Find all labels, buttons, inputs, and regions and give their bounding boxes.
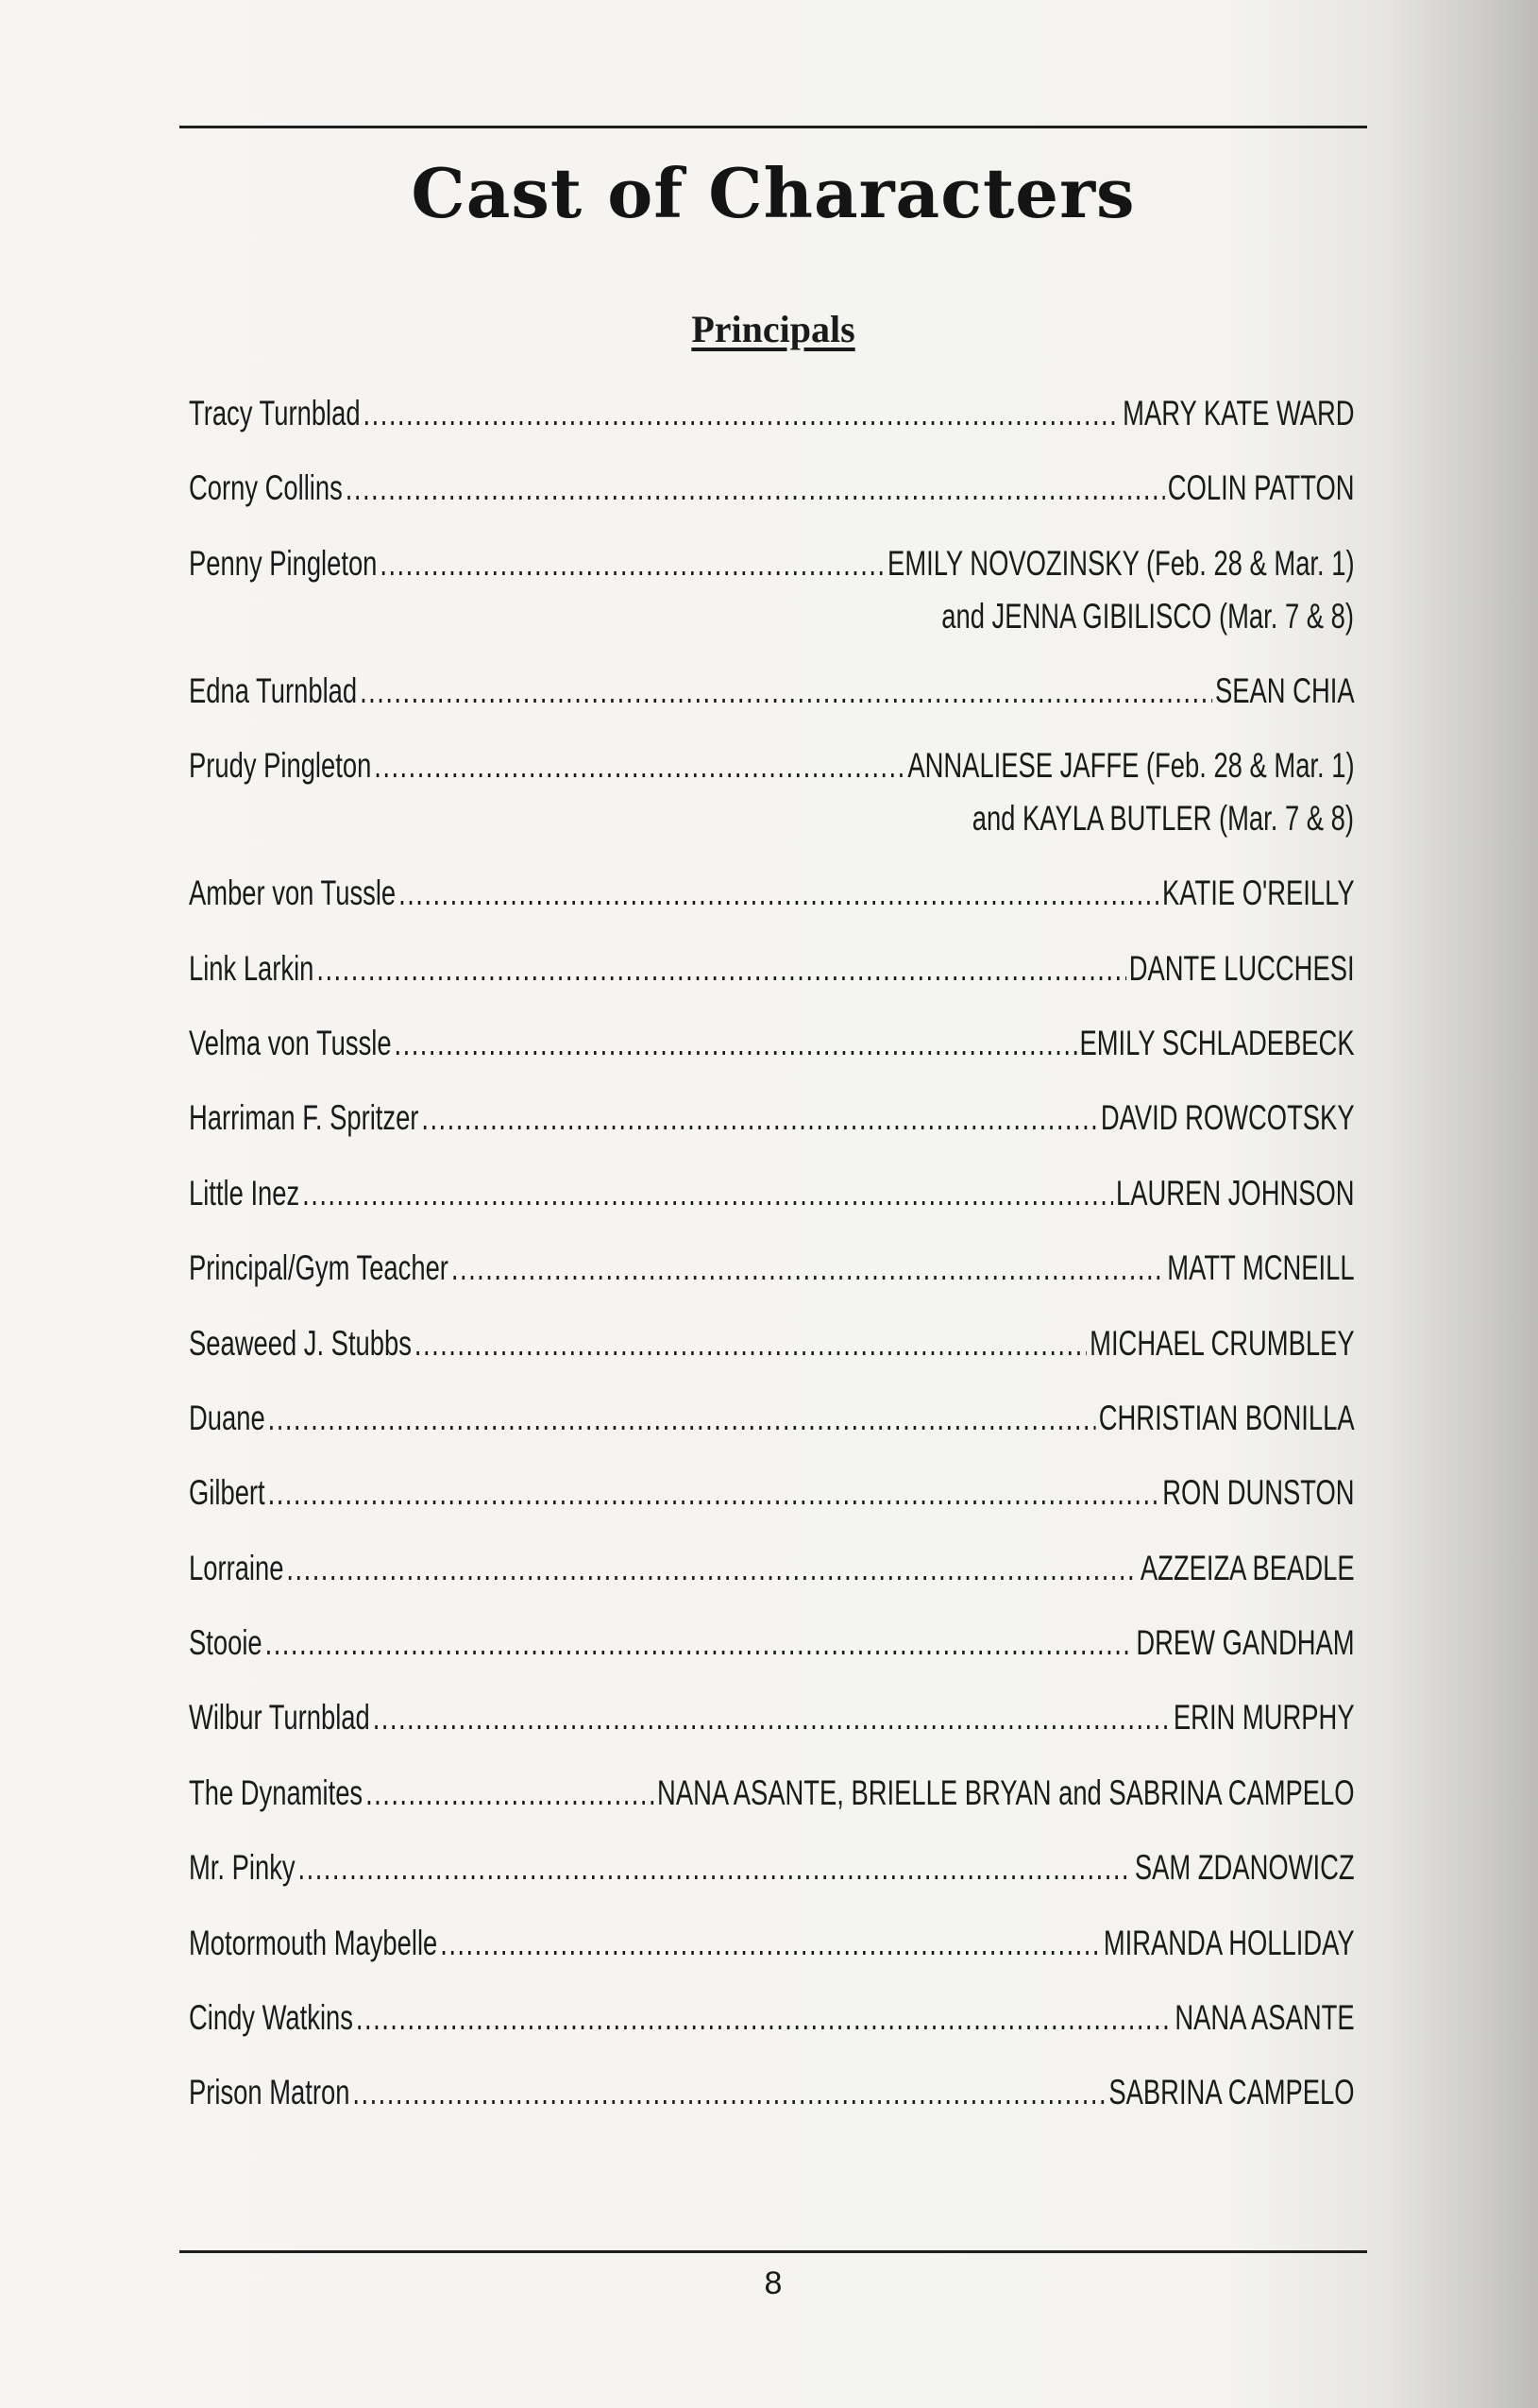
actor-name: KATIE O'REILLY xyxy=(1162,873,1355,913)
actor-name: LAUREN JOHNSON xyxy=(1116,1173,1355,1212)
actor-name: EMILY SCHLADEBECK xyxy=(1079,1023,1355,1062)
role-name: The Dynamites xyxy=(189,1772,363,1812)
cast-row xyxy=(189,1167,1354,1242)
cast-row xyxy=(189,1542,1354,1617)
dot-leader xyxy=(316,942,1125,995)
actor-name-alternate: and JENNA GIBILISCO (Mar. 7 & 8) xyxy=(941,596,1354,636)
dot-leader xyxy=(373,1691,1171,1744)
role-name: Duane xyxy=(189,1398,265,1437)
actor-name: MICHAEL CRUMBLEY xyxy=(1090,1323,1355,1363)
cast-row xyxy=(189,387,1354,462)
dot-leader xyxy=(363,387,1121,440)
role-name: Penny Pingleton xyxy=(189,543,378,583)
role-name: Mr. Pinky xyxy=(189,1848,296,1888)
cast-row xyxy=(189,867,1354,941)
cast-row xyxy=(189,1392,1354,1467)
cast-list xyxy=(189,387,1354,2142)
actor-name: NANA ASANTE, BRIELLE BRYAN and SABRINA CAMPELO xyxy=(657,1772,1355,1812)
role-name: Harriman F. Spritzer xyxy=(189,1098,419,1138)
cast-row xyxy=(189,1017,1354,1092)
actor-name: AZZEIZA BEADLE xyxy=(1140,1548,1355,1587)
dot-leader xyxy=(346,462,1165,515)
cast-row xyxy=(189,462,1354,536)
role-name: Lorraine xyxy=(189,1548,284,1587)
dot-leader xyxy=(298,1841,1132,1894)
page-number: 8 xyxy=(764,2265,783,2301)
dot-leader xyxy=(268,1467,1160,1519)
actor-name: SAM ZDANOWICZ xyxy=(1134,1848,1355,1888)
cast-row xyxy=(189,665,1354,739)
role-name: Gilbert xyxy=(189,1473,265,1513)
role-name: Velma von Tussle xyxy=(189,1023,392,1062)
page-title: Cast of Characters xyxy=(411,153,1136,233)
dot-leader xyxy=(398,867,1159,920)
cast-row xyxy=(189,1467,1354,1541)
cast-row xyxy=(189,942,1354,1017)
actor-name: DANTE LUCCHESI xyxy=(1128,948,1355,988)
actor-name: RON DUNSTON xyxy=(1162,1473,1355,1513)
cast-row xyxy=(189,2066,1354,2141)
actor-name: DREW GANDHAM xyxy=(1136,1623,1355,1663)
dot-leader xyxy=(268,1392,1096,1445)
role-name: Little Inez xyxy=(189,1173,300,1212)
actor-name: MIRANDA HOLLIDAY xyxy=(1103,1923,1355,1962)
role-name: Principal/Gym Teacher xyxy=(189,1248,448,1288)
dot-leader xyxy=(360,665,1212,718)
actor-name: ANNALIESE JAFFE (Feb. 28 & Mar. 1) xyxy=(907,746,1355,786)
dot-leader xyxy=(414,1317,1087,1370)
actor-name: SEAN CHIA xyxy=(1215,670,1355,710)
bottom-rule xyxy=(179,2250,1367,2253)
actor-name: MARY KATE WARD xyxy=(1123,394,1355,432)
cast-row xyxy=(189,537,1354,665)
dot-leader xyxy=(286,1542,1137,1595)
dot-leader xyxy=(365,1767,654,1820)
role-name: Cindy Watkins xyxy=(189,1998,353,2038)
section-heading: Principals xyxy=(691,308,855,350)
role-name: Corny Collins xyxy=(189,468,343,508)
role-name: Motormouth Maybelle xyxy=(189,1923,438,1962)
role-name: Prison Matron xyxy=(189,2073,350,2112)
dot-leader xyxy=(451,1242,1164,1295)
dot-leader xyxy=(380,537,885,590)
actor-name: CHRISTIAN BONILLA xyxy=(1098,1398,1355,1437)
cast-row xyxy=(189,1767,1354,1841)
role-name: Seaweed J. Stubbs xyxy=(189,1323,412,1363)
dot-leader xyxy=(374,739,904,792)
dot-leader xyxy=(356,1992,1172,2044)
dot-leader xyxy=(440,1917,1101,1970)
role-name: Edna Turnblad xyxy=(189,670,358,710)
dot-leader xyxy=(421,1092,1097,1145)
actor-name: EMILY NOVOZINSKY (Feb. 28 & Mar. 1) xyxy=(887,543,1355,583)
cast-row xyxy=(189,1691,1354,1766)
actor-name: COLIN PATTON xyxy=(1167,468,1355,508)
cast-row xyxy=(189,739,1354,867)
role-name: Tracy Turnblad xyxy=(189,394,361,432)
cast-row xyxy=(189,1242,1354,1316)
role-name: Prudy Pingleton xyxy=(189,746,372,786)
cast-row xyxy=(189,1992,1354,2066)
cast-row xyxy=(189,1317,1354,1392)
actor-name: ERIN MURPHY xyxy=(1173,1698,1355,1738)
actor-name: NANA ASANTE xyxy=(1175,1998,1355,2038)
actor-name: DAVID ROWCOTSKY xyxy=(1100,1098,1355,1138)
dot-leader xyxy=(395,1017,1077,1070)
role-name: Link Larkin xyxy=(189,948,314,988)
actor-name: MATT MCNEILL xyxy=(1167,1248,1355,1288)
cast-row xyxy=(189,1917,1354,1992)
role-name: Amber von Tussle xyxy=(189,873,397,913)
actor-name-alternate: and KAYLA BUTLER (Mar. 7 & 8) xyxy=(972,799,1354,839)
cast-row xyxy=(189,1617,1354,1691)
dot-leader xyxy=(265,1617,1134,1670)
actor-name: SABRINA CAMPELO xyxy=(1108,2073,1355,2112)
top-rule xyxy=(179,126,1367,128)
dot-leader xyxy=(302,1167,1113,1220)
cast-row xyxy=(189,1841,1354,1916)
cast-row xyxy=(189,1092,1354,1166)
role-name: Wilbur Turnblad xyxy=(189,1698,370,1738)
dot-leader xyxy=(352,2066,1106,2119)
role-name: Stooie xyxy=(189,1623,262,1663)
